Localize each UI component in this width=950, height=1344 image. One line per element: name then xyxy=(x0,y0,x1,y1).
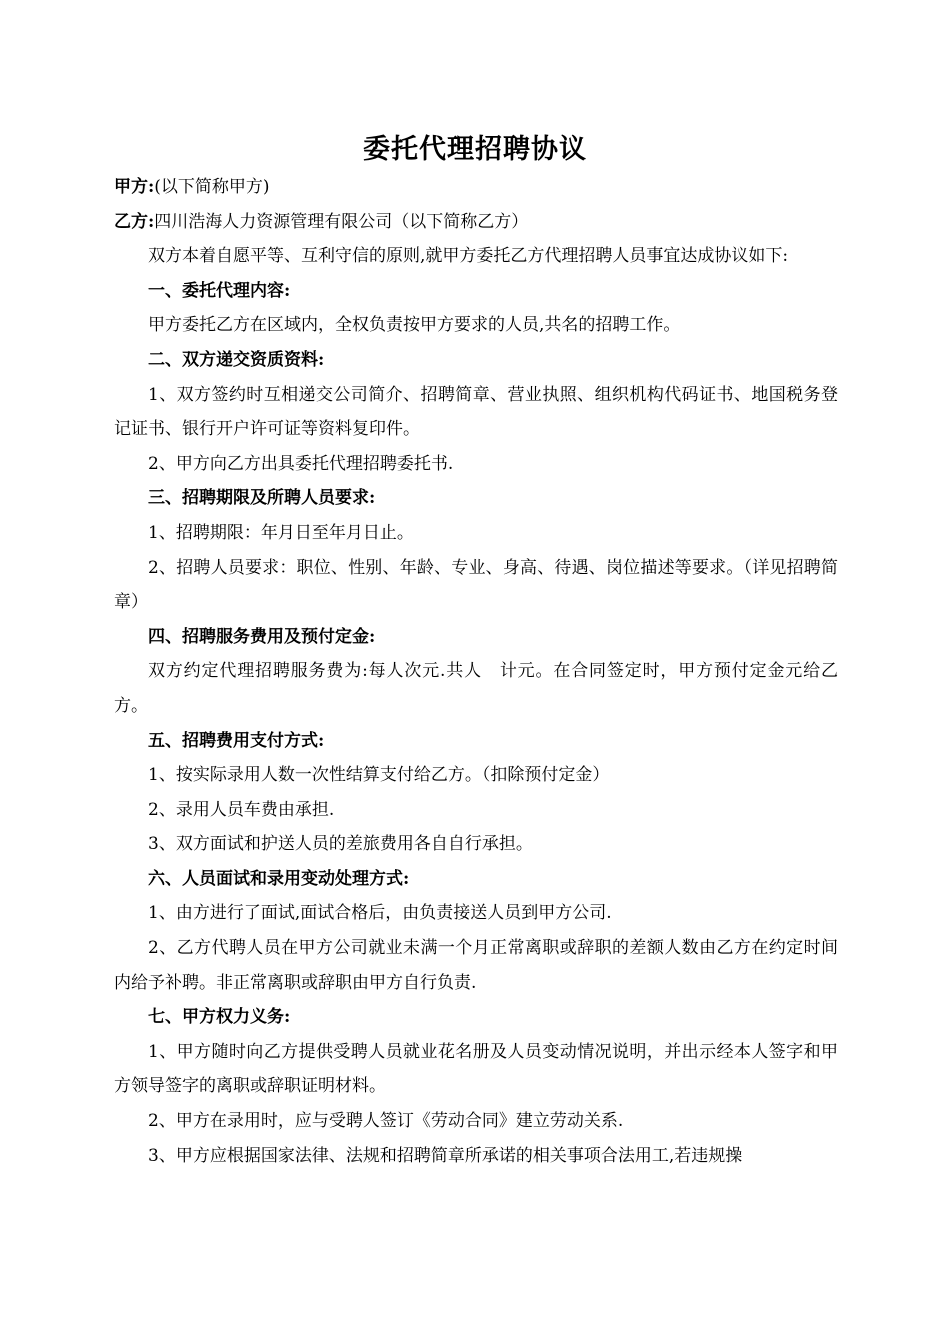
section-paragraph: 1、按实际录用人数一次性结算支付给乙方。（扣除预付定金） xyxy=(148,765,610,786)
section-paragraph: 2、招聘人员要求：职位、性别、年龄、专业、身高、待遇、岗位描述等要求。（详见招聘简章） xyxy=(114,557,838,613)
section-heading: 二、双方递交资质资料: xyxy=(148,349,325,370)
section-paragraph: 1、由方进行了面试,面试合格后，由负责接送人员到甲方公司. xyxy=(148,903,612,924)
section-paragraph: 2、甲方在录用时，应与受聘人签订《劳动合同》建立劳动关系. xyxy=(148,1111,624,1132)
party-a-line xyxy=(114,170,838,205)
party-b-label: 乙方: xyxy=(114,211,155,232)
intro-paragraph: 双方本着自愿平等、互利守信的原则,就甲方委托乙方代理招聘人员事宜达成协议如下: xyxy=(148,246,789,267)
section-paragraph: 2、乙方代聘人员在甲方公司就业未满一个月正常离职或辞职的差额人数由乙方在约定时间内给予补聘。非正常离职或辞职由甲方自行负责. xyxy=(114,938,838,993)
section-heading: 四、招聘服务费用及预付定金: xyxy=(148,626,376,647)
section-heading: 一、委托代理内容: xyxy=(148,280,291,301)
section-paragraph: 1、双方签约时互相递交公司简介、招聘简章、营业执照、组织机构代码证书、地国税务登记证书、银行开户许可证等资料复印件。 xyxy=(114,384,838,440)
section-heading: 三、招聘期限及所聘人员要求: xyxy=(148,488,376,509)
section-paragraph: 甲方委托乙方在区域内，全权负责按甲方要求的人员,共名的招聘工作。 xyxy=(148,315,681,336)
document-body xyxy=(114,170,838,1173)
section-paragraph: 2、录用人员车费由承担. xyxy=(148,799,335,820)
section-paragraph: 3、甲方应根据国家法律、法规和招聘简章所承诺的相关事项合法用工,若违规操 xyxy=(148,1145,743,1166)
section-heading: 五、招聘费用支付方式: xyxy=(148,730,325,751)
section-paragraph: 3、双方面试和护送人员的差旅费用各自自行承担。 xyxy=(148,834,533,855)
document-title: 委托代理招聘协议 xyxy=(363,134,587,165)
section-heading: 七、甲方权力义务: xyxy=(148,1007,291,1028)
party-b-line xyxy=(114,205,838,240)
section-paragraph: 1、招聘期限：年月日至年月日止。 xyxy=(148,522,414,543)
section-paragraph: 双方约定代理招聘服务费为:每人次元.共人 计元。在合同签定时，甲方预付定金元给乙方。 xyxy=(114,661,838,716)
party-a-text: (以下简称甲方) xyxy=(154,177,270,197)
section-paragraph: 1、甲方随时向乙方提供受聘人员就业花名册及人员变动情况说明，并出示经本人签字和甲方领导签字的离职或辞职证明材料。 xyxy=(114,1041,838,1097)
section-paragraph: 2、甲方向乙方出具委托代理招聘委托书. xyxy=(148,453,454,474)
section-heading: 六、人员面试和录用变动处理方式: xyxy=(148,868,410,889)
party-a-label: 甲方: xyxy=(114,177,155,197)
party-b-text: 四川浩海人力资源管理有限公司（以下简称乙方） xyxy=(154,211,529,232)
